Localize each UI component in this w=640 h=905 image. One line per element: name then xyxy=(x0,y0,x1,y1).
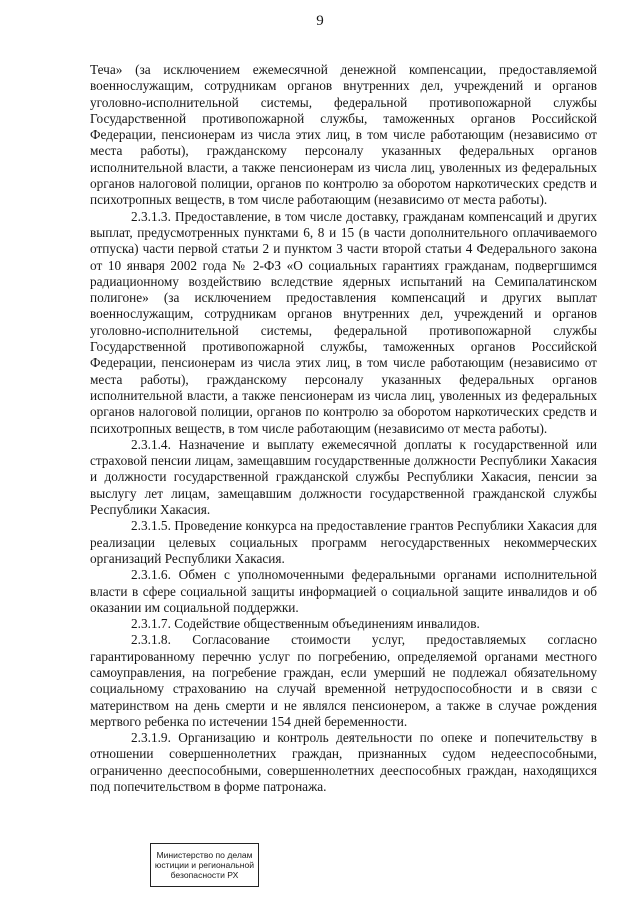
stamp-line: Министерство по делам xyxy=(156,849,253,860)
paragraph-2-3-1-5: 2.3.1.5. Проведение конкурса на предоставление грантов Республики Хакасия для реализации целевых социальных программ негосударственных некоммерческих организаций Республики Хакасия. xyxy=(90,518,597,566)
paragraph-2-3-1-3: 2.3.1.3. Предоставление, в том числе доставку, гражданам компенсаций и других выплат, предусмотренных пунктами 6, 8 и 15 (в части дополнительного оплачиваемого отпуска) части первой статьи 2 и пунктом 3 части второй статьи 4 Федерального закона от 10 января 2002 года № 2-ФЗ «О социальных гарантиях гражданам, подвергшимся радиационному воздействию вследствие ядерных испытаний на Семипалатинском полигоне» (за исключением предоставления компенсаций и других выплат военнослужащим, сотрудникам органов внутренних дел, учреждений и органов уголовно-исполнительной системы, федеральной противопожарной службы Государственной противопожарной службы, таможенных органов Российской Федерации, пенсионерам из числа этих лиц, в том числе работающим (независимо от места работы), гражданскому персоналу указанных федеральных органов исполнительной власти, а также пенсионерам из числа лиц, уволенных из федеральных органов налоговой полиции, органов по контролю за оборотом наркотических средств и психотропных веществ, в том числе работающим (независимо от места работы). xyxy=(90,208,597,436)
document-body xyxy=(90,62,597,795)
paragraph-2-3-1-8: 2.3.1.8. Согласование стоимости услуг, предоставляемых согласно гарантированному перечню услуг по погребению, определяемой органами местного самоуправления, на погребение граждан, если умерший не подлежал обязательному социальному страхованию на случай временной нетрудоспособности и в связи с материнством на день смерти и не являлся пенсионером, а также в случае рождения мертвого ребенка по истечении 154 дней беременности. xyxy=(90,632,597,729)
stamp-line: юстиции и региональной xyxy=(154,859,255,870)
paragraph-continuation: Теча» (за исключением ежемесячной денежной компенсации, предоставляемой военнослужащим, сотрудникам органов внутренних дел, учреждений и органов уголовно-исполнительной системы, федеральной противопожарной службы Государственной противопожарной службы, таможенных органов Российской Федерации, пенсионерам из числа этих лиц, в том числе работающим (независимо от места работы), гражданскому персоналу указанных федеральных органов исполнительной власти, а также пенсионерам из числа лиц, уволенных из федеральных органов налоговой полиции, органов по контролю за оборотом наркотических средств и психотропных веществ, в том числе работающим (независимо от места работы). xyxy=(90,62,597,208)
paragraph-2-3-1-4: 2.3.1.4. Назначение и выплату ежемесячной доплаты к государственной или страховой пенсии лицам, замещавшим государственные должности Республики Хакасия и должности государственной гражданской службы Республики Хакасия, пенсии за выслугу лет лицам, замещавшим должности государственной гражданской службы Республики Хакасия. xyxy=(90,436,597,518)
paragraph-2-3-1-7: 2.3.1.7. Содействие общественным объединениям инвалидов. xyxy=(131,616,480,632)
paragraph-2-3-1-6: 2.3.1.6. Обмен с уполномоченными федеральными органами исполнительной власти в сфере социальной защиты информацией о социальной защите инвалидов и об оказании им социальной поддержки. xyxy=(90,567,597,615)
ministry-stamp xyxy=(150,843,259,887)
page-number: 9 xyxy=(316,13,324,29)
paragraph-2-3-1-9: 2.3.1.9. Организацию и контроль деятельности по опеке и попечительству в отношении совершеннолетних граждан, признанных судом недееспособными, ограниченно дееспособными, совершеннолетних дееспособных граждан, находящихся под попечительством в форме патронажа. xyxy=(90,730,597,795)
stamp-line: безопасности РХ xyxy=(170,870,239,881)
